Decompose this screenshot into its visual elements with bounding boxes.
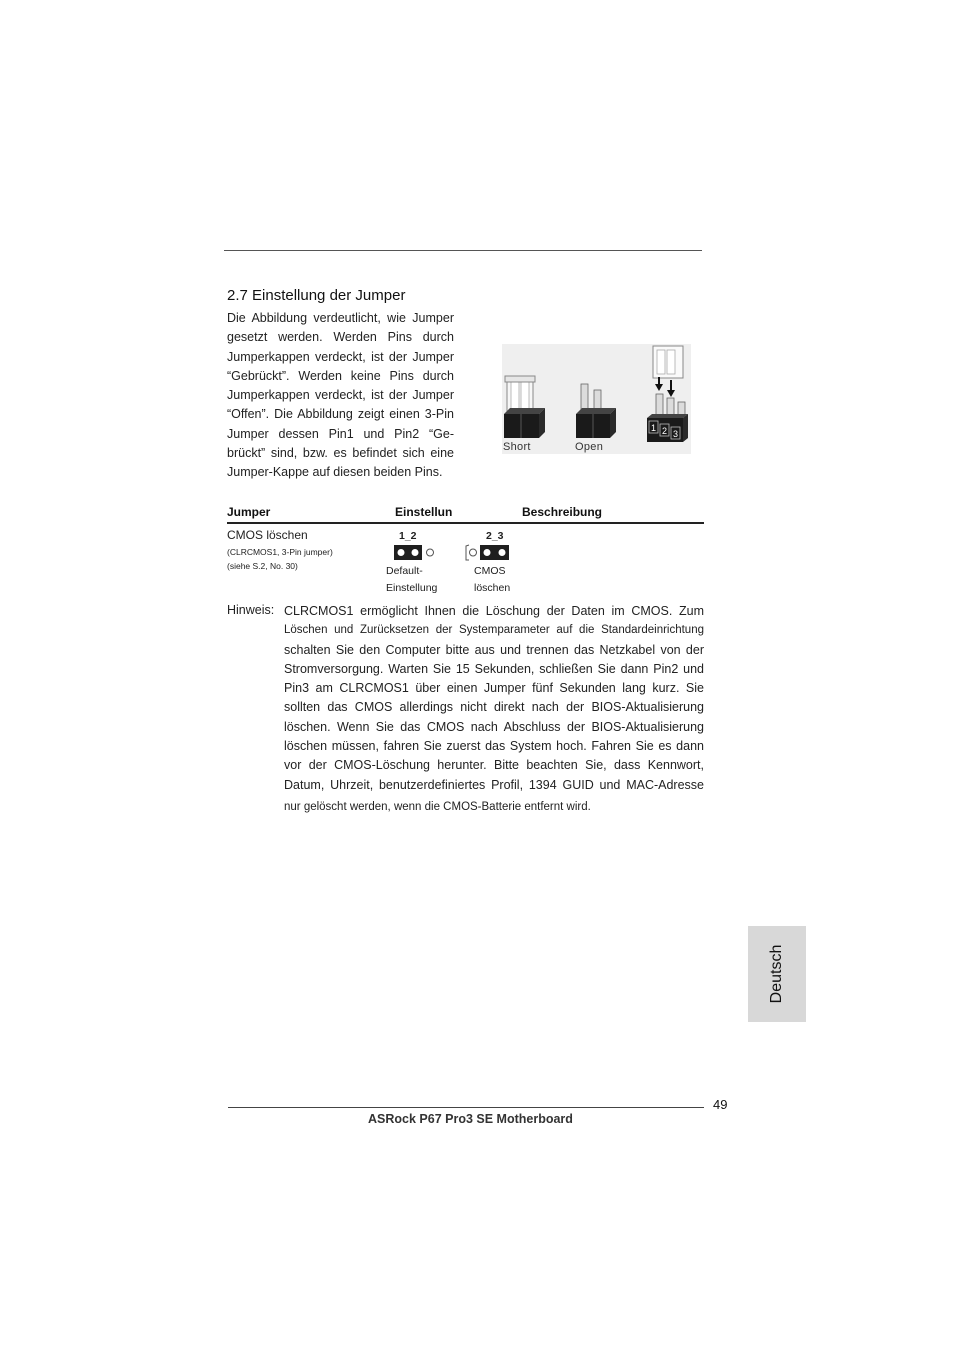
intro-line: gesetzt werden. Werden Pins durch [227, 330, 454, 345]
table-header-description: Beschreibung [522, 505, 603, 519]
table-header-setting: Einstellun [395, 505, 453, 519]
table-header-jumper: Jumper [227, 505, 271, 519]
jumper-illustration-graphic [502, 344, 691, 454]
note-label: Hinweis: [227, 603, 275, 617]
footer-text: ASRock P67 Pro3 SE Motherboard [368, 1112, 573, 1126]
open-label: Open [575, 441, 604, 453]
intro-line: Jumper dessen Pin1 und Pin2 “Ge- [227, 426, 454, 441]
intro-line: Jumperkappen verdeckt, ist der Jumper [227, 349, 454, 364]
setting-caption: Einstellung [386, 582, 438, 594]
setting-caption: CMOS [474, 565, 506, 577]
jumper-illustration [502, 344, 691, 454]
note-line: löschen. Wenn Sie das CMOS nach Abschluss der BIOS-Aktualisierung [284, 719, 704, 734]
pin-number-label: 1 [651, 423, 657, 433]
intro-line: “Gebrückt”. Werden keine Pins durch [227, 368, 454, 383]
note-line: CLRCMOS1 ermöglicht Ihnen die Löschung der Daten im CMOS. Zum [284, 604, 704, 618]
section-title: 2.7 Einstellung der Jumper [227, 287, 406, 304]
intro-line: brückt” sind, bzw. es befindet sich eine [227, 446, 454, 461]
pin-setting-label: 1_2 [399, 530, 417, 542]
row-title: CMOS löschen [227, 528, 308, 542]
pin-number-label: 2 [662, 426, 668, 436]
footer-rule [228, 1107, 704, 1108]
pin-number-label: 3 [673, 429, 679, 439]
page-number: 49 [713, 1097, 728, 1112]
open-jumper-drawing [576, 384, 616, 438]
note-line: schalten Sie den Computer bitte aus und trennen das Netzkabel von der [284, 642, 704, 657]
short-label: Short [503, 441, 531, 453]
pin-setting-label: 2_3 [486, 530, 504, 542]
intro-line: “Offen”. Die Abbildung zeigt einen 3-Pin [227, 407, 454, 422]
note-line: Löschen und Zurücksetzen der Systemparameter auf die Standardeinrichtung [284, 624, 704, 637]
intro-paragraph [227, 309, 454, 483]
top-rule [224, 250, 702, 251]
row-reference: (siehe S.2, No. 30) [227, 561, 298, 571]
three-pin-jumper-drawing [647, 346, 688, 442]
jumper-2-3-icon [465, 544, 511, 561]
table-header-rule [227, 522, 704, 524]
intro-line: Jumperkappen verdeckt, ist der Jumper [227, 388, 454, 403]
note-line: sollten das CMOS allerdings nicht direkt nach der BIOS-Aktualisierung [284, 700, 704, 715]
intro-line: Die Abbildung verdeutlicht, wie Jumper [227, 311, 454, 325]
jumper-1-2-icon [393, 544, 437, 561]
row-subtitle: (CLRCMOS1, 3-Pin jumper) [227, 547, 333, 557]
language-tab [748, 926, 806, 1022]
note-line: nur gelöscht werden, wenn die CMOS-Batterie entfernt wird. [284, 800, 591, 813]
setting-caption: Default- [386, 565, 423, 577]
note-line: vor der CMOS-Löschung herunter. Bitte beachten Sie, dass Kennwort, [284, 758, 704, 773]
intro-line: Jumper-Kappe auf diesen beiden Pins. [227, 465, 443, 480]
note-line: Datum, Uhrzeit, benutzerdefiniertes Profil, 1394 GUID und MAC-Adresse [284, 777, 704, 792]
note-line: Pin3 am CLRCMOS1 über einen Jumper fünf Sekunden lang kurz. Sie [284, 681, 704, 696]
note-line: Stromversorgung. Warten Sie 15 Sekunden, schließen Sie dann Pin2 und [284, 661, 704, 676]
setting-caption: löschen [474, 582, 511, 594]
language-tab-label: Deutsch [768, 944, 785, 1004]
note-line: löschen müssen, fahren Sie zuerst das System hoch. Fahren Sie es dann [284, 739, 704, 754]
short-jumper-drawing [504, 376, 545, 438]
note-paragraph [284, 602, 704, 817]
